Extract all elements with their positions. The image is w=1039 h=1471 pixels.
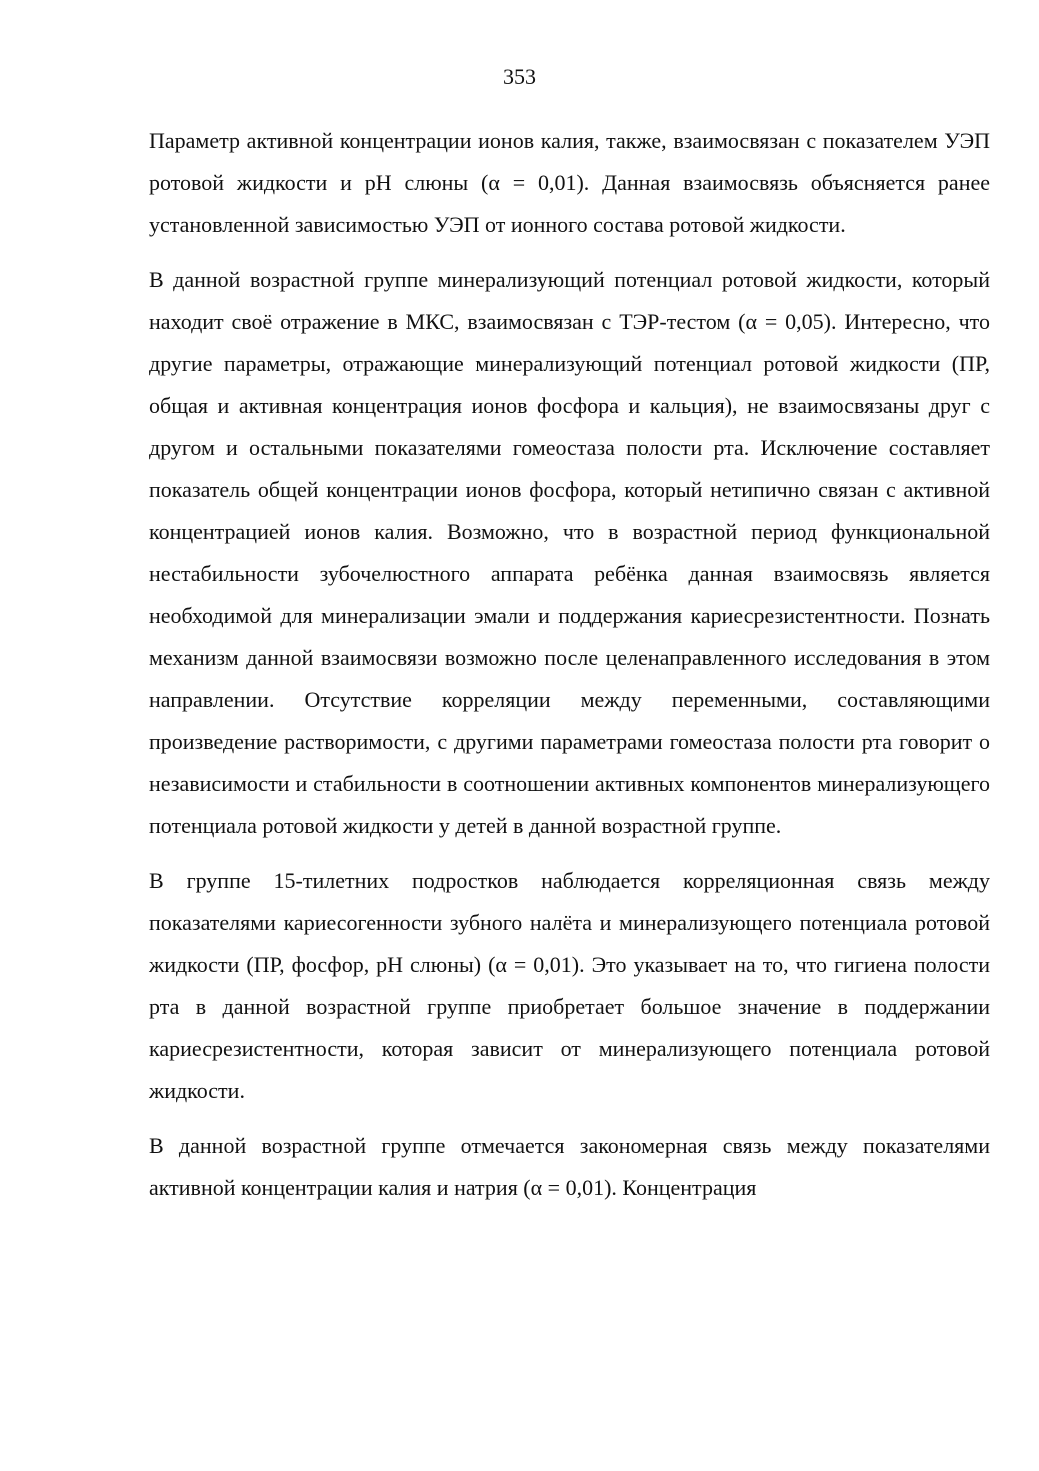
paragraph-3: В группе 15-тилетних подростков наблюдается корреляционная связь между показателями кариесогенности зубного налёта и минерализующего потенциала ротовой жидкости (ПР, фосфор, pH слюны) (α = 0,01). Это указывает на то, что гигиена полости рта в данной возрастной группе приобретает большое значение в поддержании кариесрезистентности, которая зависит от минерализующего потенциала ротовой жидкости. bbox=[149, 868, 990, 1103]
page-number: 353 bbox=[503, 64, 536, 89]
paragraph-2: В данной возрастной группе минерализующий потенциал ротовой жидкости, который находит своё отражение в МКС, взаимосвязан с ТЭР-тестом (α = 0,05). Интересно, что другие параметры, отражающие минерализующий потенциал ротовой жидкости (ПР, общая и активная концентрация ионов фосфора и кальция), не взаимосвязаны друг с другом и остальными показателями гомеостаза полости рта. Исключение составляет показатель общей концентрации ионов фосфора, который нетипично связан с активной концентрацией ионов калия. Возможно, что в возрастной период функциональной нестабильности зубочелюстного аппарата ребёнка данная взаимосвязь является необходимой для минерализации эмали и поддержания кариесрезистентности. Познать механизм данной взаимосвязи возможно после целенаправленного исследования в этом направлении. Отсутствие корреляции между переменными, составляющими произведение растворимости, с другими параметрами гомеостаза полости рта говорит о независимости и стабильности в соотношении активных компонентов минерализующего потенциала ротовой жидкости у детей в данной возрастной группе. bbox=[149, 267, 990, 838]
body-text bbox=[149, 120, 990, 1222]
paragraph-4: В данной возрастной группе отмечается закономерная связь между показателями активной концентрации калия и натрия (α = 0,01). Концентрация bbox=[149, 1133, 990, 1200]
paragraph-1: Параметр активной концентрации ионов калия, также, взаимосвязан с показателем УЭП ротовой жидкости и pH слюны (α = 0,01). Данная взаимосвязь объясняется ранее установленной зависимостью УЭП от ионного состава ротовой жидкости. bbox=[149, 128, 990, 237]
